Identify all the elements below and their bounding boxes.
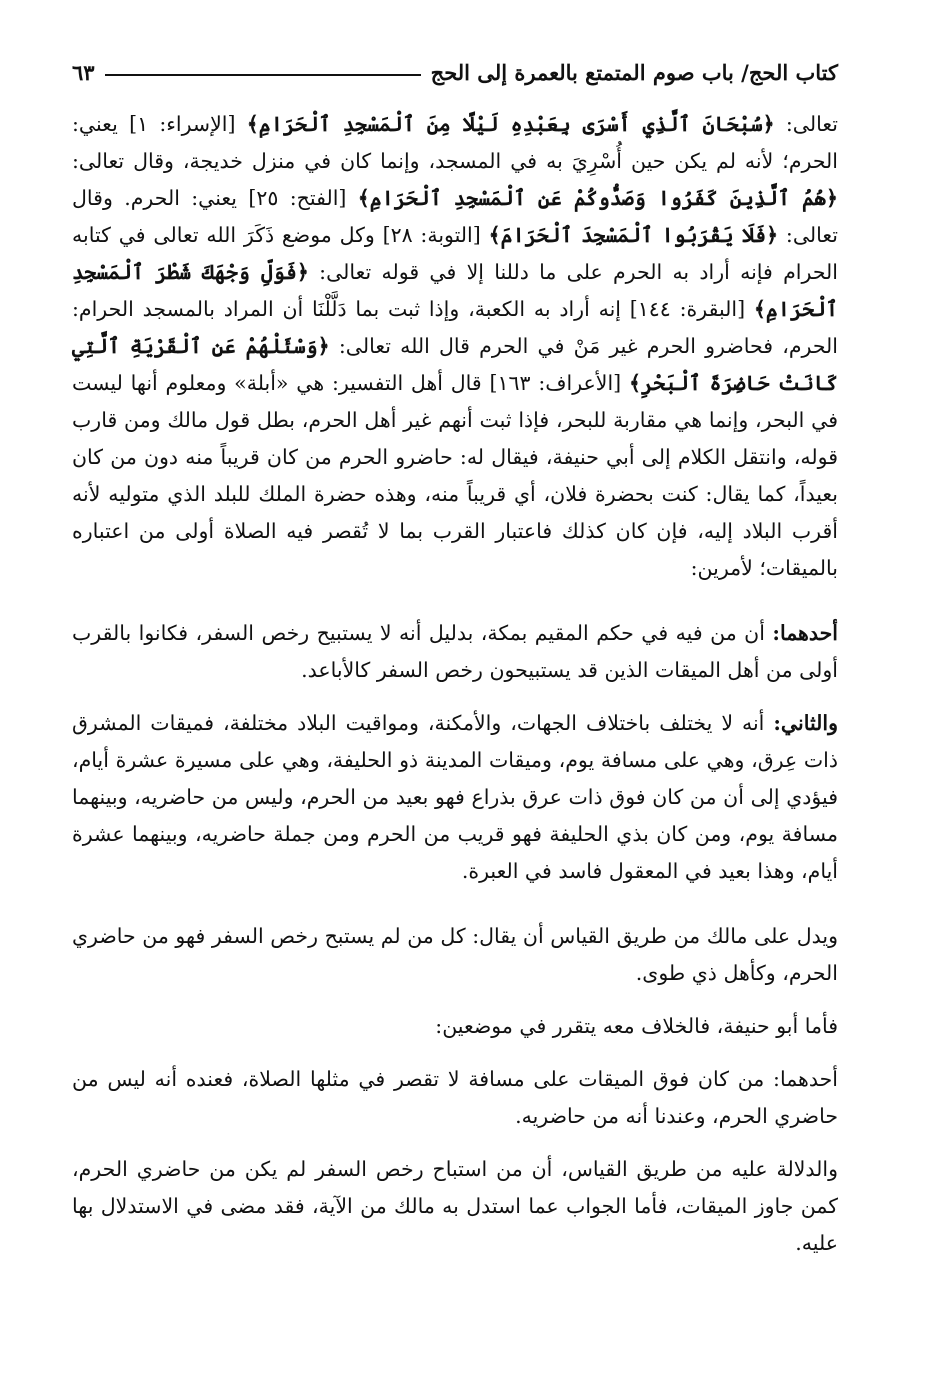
paragraph-text: ويدل على مالك من طريق القياس أن يقال: كل من لم يستبح رخص السفر فهو من حاضري الحرم، وكأهل ذي طوى. (72, 924, 838, 985)
paragraph-text: أن من فيه في حكم المقيم بمكة، بدليل أنه لا يستبيح رخص السفر، فكانوا بالقرب أولى من أهل الميقات الذين قد يستبيحون رخص السفر كالأباعد. (72, 621, 838, 682)
page-header (72, 52, 838, 92)
page-number: ٦٣ (72, 59, 95, 85)
paragraph-text: [الأعراف: ١٦٣] قال أهل التفسير: هي «أبلة» ومعلوم أنها ليست في البحر، وإنما هي مقاربة للبحر، فإذا ثبت أنهم غير أهل الحرم، بطل قول مالك ومن قارب قوله، وانتقل الكلام إلى أبي حنيفة، فيقال له: حاضرو الحرم من كان قريباً منه دون من كان بعيداً، كما يقال: كنت بحضرة فلان، أي قريباً منه، وهذه حضرة الملك للبلد الذي متوليه لأنه أقرب البلاد إليه، فإن كان كذلك فاعتبار القرب بما لا تُقصر فيه الصلاة أولى من اعتباره بالميقات؛ لأمرين: (72, 371, 838, 580)
paragraph-text: [الإسراء: ١] يعني: الحرم؛ لأنه لم يكن حين أُسْرِيَ به في المسجد، وإنما كان في منزل خديجة، وقال تعالى: (72, 112, 838, 173)
quran-verse-baqara: ﴿فَوَلِّ وَجْهَكَ شَطْرَ ٱلْمَسْجِدِ ٱلْحَرَامِ﴾ (72, 260, 838, 321)
paragraph-text: [الفتح: ٢٥] يعني: الحرم. وقال تعالى: (72, 186, 838, 247)
header-rule (105, 74, 421, 76)
paragraph-2 (72, 615, 838, 689)
paragraph-7 (72, 1151, 838, 1262)
book-page (72, 52, 838, 1312)
quran-verse-tawba: ﴿فَلَا يَقْرَبُوا ٱلْمَسْجِدَ ٱلْحَرَامَ﴾ (488, 223, 779, 247)
paragraph-text: تعالى: (774, 112, 838, 136)
paragraph-5 (72, 1008, 838, 1045)
paragraph-text: [البقرة: ١٤٤] إنه أراد به الكعبة، وإذا ثبت بما دَلَّلْنَا أن المراد بالمسجد الحرام: الحرم، فحاضرو الحرم غير مَنْ في الحرم قال الله تعالى: (72, 297, 839, 358)
quran-verse-isra: ﴿سُبْحَانَ ٱلَّذِي أَسْرَى بِعَبْدِهِ لَيْلًا مِنَ ٱلْمَسْجِدِ ٱلْحَرَامِ﴾ (246, 112, 775, 136)
paragraph-text: من كان فوق الميقات على مسافة لا تقصر في مثلها الصلاة، فعنده أنه ليس من حاضري الحرم، وعندنا أنه من حاضريه. (72, 1067, 838, 1128)
running-title: كتاب الحج/ باب صوم المتمتع بالعمرة إلى الحج (430, 59, 838, 85)
paragraph-text: فأما أبو حنيفة، فالخلاف معه يتقرر في موضعين: (435, 1014, 838, 1038)
quran-verse-fath: ﴿هُمُ ٱلَّذِينَ كَفَرُوا وَصَدُّوكُمْ عَنِ ٱلْمَسْجِدِ ٱلْحَرَامِ﴾ (357, 186, 838, 210)
paragraph-3 (72, 705, 838, 890)
paragraph-1 (72, 106, 838, 587)
quran-verse-araf: ﴿وَسْئَلْهُمْ عَنِ ٱلْقَرْيَةِ ٱلَّتِي كَانَتْ حَاضِرَةَ ٱلْبَحْرِ﴾ (72, 334, 838, 395)
paragraph-text: [التوبة: ٢٨] وكل موضع ذَكَرَ الله تعالى في كتابه الحرام فإنه أراد به الحرم على ما دللنا إلا في قوله تعالى: (72, 223, 838, 284)
paragraph-lead: والثاني: (773, 711, 838, 735)
paragraph-text: والدلالة عليه من طريق القياس، أن من استباح رخص السفر لم يكن من حاضري الحرم، كمن جاوز الميقات، فأما الجواب عما استدل به مالك من الآية، فقد مضى في الاستدلال بها عليه. (72, 1157, 838, 1255)
paragraph-lead: أحدهما: (772, 621, 838, 645)
main-text (72, 106, 838, 1262)
paragraph-4 (72, 918, 838, 992)
paragraph-6 (72, 1061, 838, 1135)
paragraph-text: أنه لا يختلف باختلاف الجهات، والأمكنة، ومواقيت البلاد مختلفة، فميقات المشرق ذات عِرق، وهي على مسافة يوم، وميقات المدينة ذو الحليفة، وهي على مسيرة عشرة أيام، فيؤدي إلى أن من كان فوق ذات عرق بذراع فهو بعيد من الحرم، وليس من حاضريه، وبينهما مسافة يوم، ومن كان بذي الحليفة فهو قريب من الحرم ومن جملة حاضريه، وبينهما عشرة أيام، وهذا بعيد في المعقول فاسد في العبرة. (72, 711, 838, 883)
paragraph-lead: أحدهما: (773, 1067, 838, 1091)
